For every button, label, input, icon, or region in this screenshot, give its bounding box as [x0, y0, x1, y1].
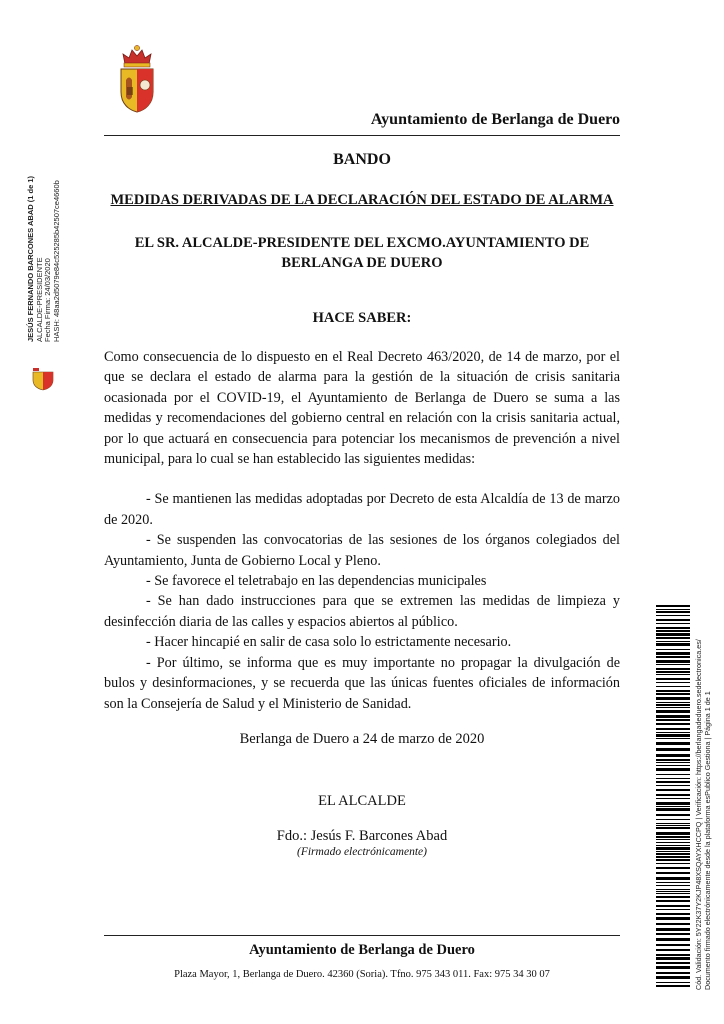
- document-subject: MEDIDAS DERIVADAS DE LA DECLARACIÓN DEL ESTADO DE ALARMA: [110, 192, 614, 208]
- signer-role: EL ALCALDE: [318, 793, 406, 809]
- footer-address: Plaza Mayor, 1, Berlanga de Duero. 42360 (Soria). Tfno. 975 343 011. Fax: 975 34 30 07: [174, 969, 550, 980]
- footer-organization: Ayuntamiento de Berlanga de Duero: [249, 942, 475, 958]
- signature-stamp: [27, 176, 61, 342]
- authority-line-2: BERLANGA DE DUERO: [281, 255, 443, 271]
- verification-code-line: Cód. Validación: 5Y22K37Y2KJP48XSQAYXHCCPQ | Verificación: https://berlangadeduero.sedelectronica.es/: [694, 639, 703, 990]
- stamp-signer: JESÚS FERNANDO BARCONES ABAD (1 de 1): [26, 176, 35, 342]
- measure-item: - Se mantienen las medidas adoptadas por Decreto de esta Alcaldía de 13 de marzo de 2020.: [104, 491, 620, 528]
- coat-of-arms-logo: [117, 42, 157, 114]
- seal-icon: [30, 365, 56, 391]
- electronic-signature-note: (Firmado electrónicamente): [297, 846, 427, 858]
- stamp-date: Fecha Firma: 24/03/2020: [43, 258, 52, 342]
- footer-divider: [104, 935, 620, 936]
- verification-platform-line: Documento firmado electrónicamente desde la plataforma esPublico Gestiona | Página 1 de 1: [703, 691, 712, 990]
- barcode-image: [656, 605, 690, 990]
- hace-saber-heading: HACE SABER:: [312, 310, 412, 326]
- document-type-title: BANDO: [333, 151, 391, 168]
- measure-item: - Se favorece el teletrabajo en las dependencias municipales: [146, 573, 487, 590]
- measure-item: - Hacer hincapié en salir de casa solo lo estrictamente necesario.: [146, 634, 512, 651]
- authority-line-1: EL SR. ALCALDE-PRESIDENTE DEL EXCMO.AYUNTAMIENTO DE: [134, 235, 590, 251]
- verification-text: [694, 639, 712, 990]
- authority-heading: [104, 233, 620, 273]
- header-organization: Ayuntamiento de Berlanga de Duero: [370, 111, 620, 128]
- stamp-role: ALCALDE-PRESIDENTE: [34, 257, 44, 342]
- document-body: [104, 347, 620, 714]
- date-line: Berlanga de Duero a 24 de marzo de 2020: [239, 731, 485, 747]
- intro-paragraph: Como consecuencia de lo dispuesto en el Real Decreto 463/2020, de 14 de marzo, por el que se declara el estado de alarma para la gestión de la situación de crisis sanitaria ocasionada por el COVID-19, el Ayuntamiento de Berlanga de Duero se suma a las medidas y recomendaciones del gobierno central en relación con la crisis sanitaria actual, por lo que actuará en consecuencia para potenciar los mecanismos de prevención a nivel municipal, para lo cual se han establecido las siguientes medidas:: [104, 349, 620, 468]
- measure-item: - Se han dado instrucciones para que se extremen las medidas de limpieza y desinfección diaria de las calles y espacios abiertos al público.: [104, 593, 620, 630]
- header-divider: [104, 135, 620, 136]
- signer-name: Fdo.: Jesús F. Barcones Abad: [276, 828, 448, 844]
- measure-item: - Por último, se informa que es muy importante no propagar la divulgación de bulos y desinformaciones, y se recuerda que las únicas fuentes oficiales de información son la Consejería de Salud y el Ministerio de Sanidad.: [104, 654, 620, 712]
- measure-item: - Se suspenden las convocatorias de las sesiones de los órganos colegiados del Ayuntamiento, Junta de Gobierno Local y Pleno.: [104, 532, 620, 569]
- stamp-hash: HASH: 48aa2d5079e84c525285b42507ce4660b: [51, 180, 61, 342]
